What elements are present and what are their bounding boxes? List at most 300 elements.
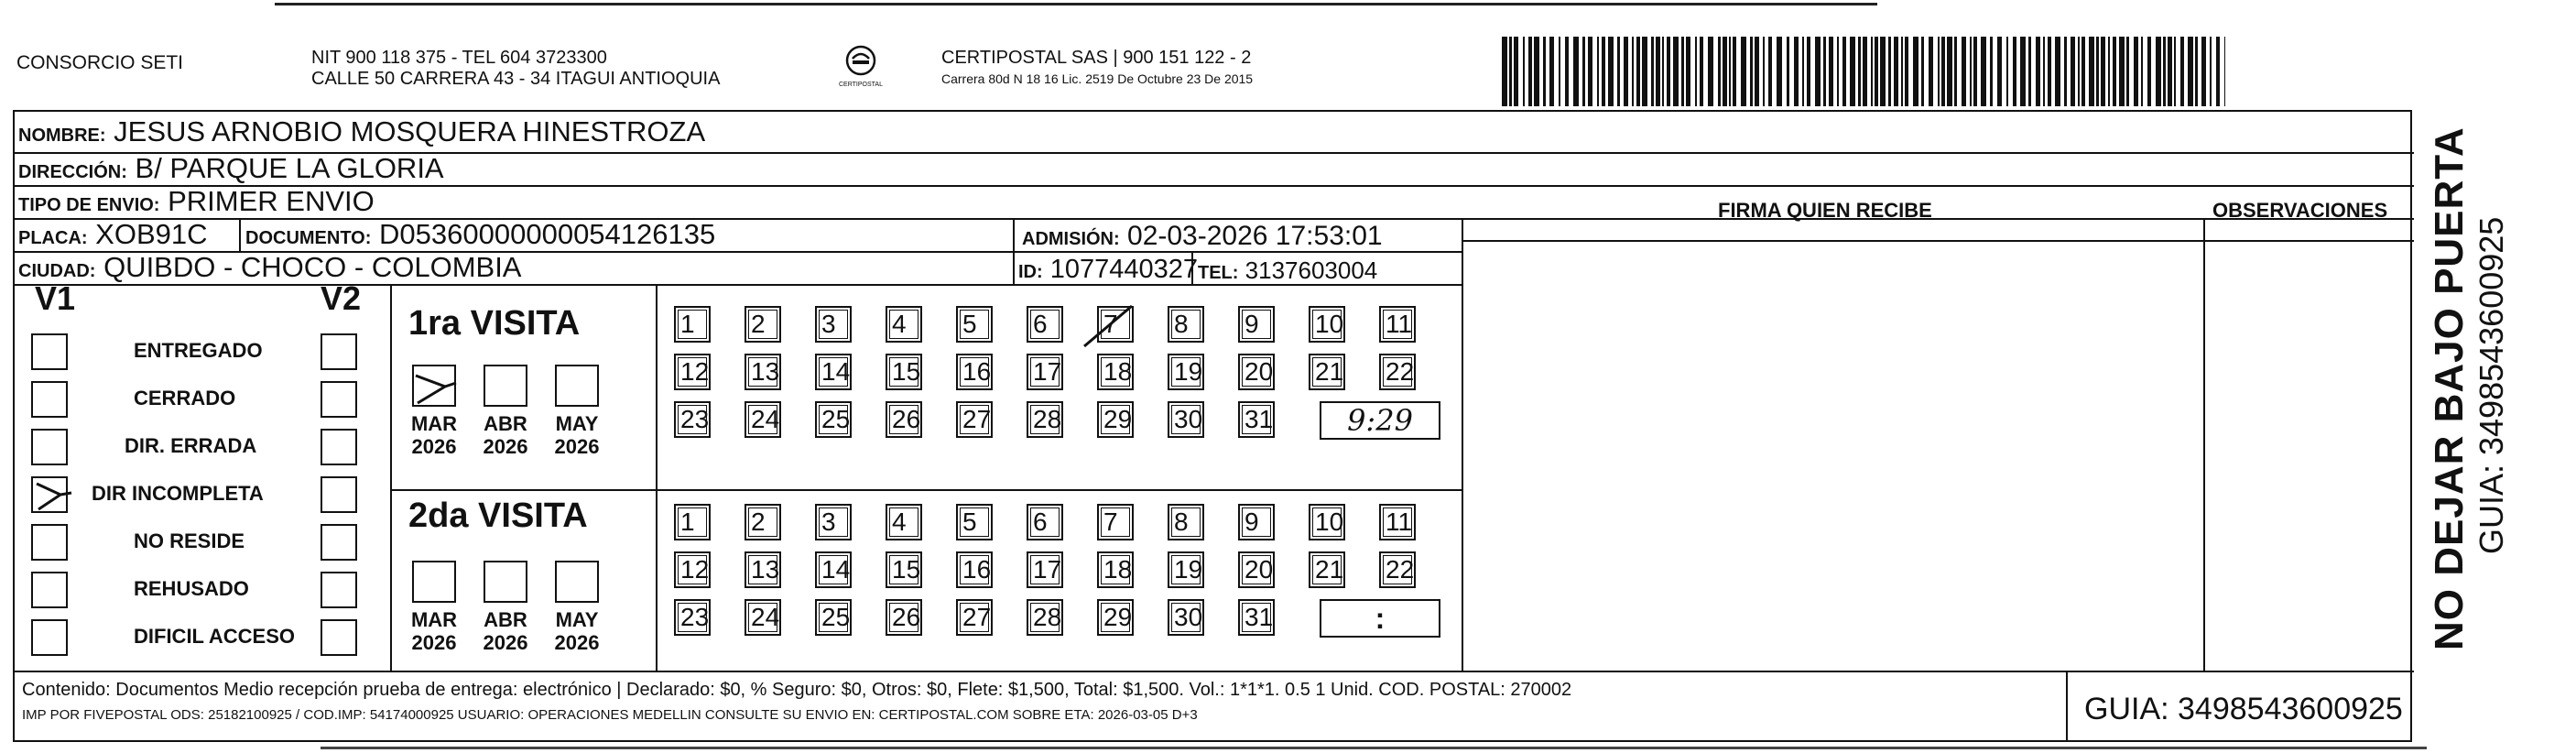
v2-checkbox[interactable] [321,476,357,513]
barcode-bar [2048,37,2051,106]
day-number: 21 [1315,555,1344,584]
day-box-inner [889,357,921,387]
barcode-bar [1708,37,1713,106]
barcode-bar [2126,37,2129,106]
day-box[interactable] [815,551,852,588]
day-number: 17 [1033,555,1062,584]
barcode-bar [1997,37,2002,106]
day-box-inner [889,603,921,632]
v1-checkbox[interactable] [31,619,68,656]
day-number: 30 [1174,603,1203,631]
barcode-bar [1686,37,1690,106]
barcode-bar [1973,37,1977,106]
day-box[interactable] [1027,401,1063,438]
barcode-bar [1588,37,1592,106]
barcode-bar [2108,37,2110,106]
day-box[interactable] [815,354,852,390]
day-box[interactable] [1027,306,1063,343]
day-box-inner [1030,357,1060,387]
day-number: 23 [680,405,710,433]
day-box-inner [1312,357,1342,387]
day-number: 4 [892,507,907,536]
day-number: 31 [1245,405,1274,433]
day-box[interactable] [1168,599,1204,636]
direccion-field [18,154,444,187]
barcode-bar [2013,37,2016,106]
day-box-inner [960,555,992,584]
visit2-title: 2da VISITA [408,497,588,535]
barcode-bar [1913,37,1918,106]
month-checkbox[interactable] [484,365,527,407]
day-box-inner [889,310,918,339]
day-box[interactable] [674,551,711,588]
month-name: ABR [484,608,527,631]
month-label [476,412,535,458]
day-box[interactable] [886,401,922,438]
barcode-bar [1543,37,1546,106]
day-box[interactable] [1097,401,1134,438]
documento-field [245,220,715,253]
day-number: 10 [1315,507,1344,536]
month-label [405,412,463,458]
barcode-bar [1768,37,1772,106]
day-box-inner [1171,603,1201,632]
month-checkbox[interactable] [555,561,599,603]
day-number: 20 [1245,555,1274,584]
logo-icon [844,44,877,77]
day-box[interactable] [1379,306,1416,343]
day-box[interactable] [1379,354,1416,390]
barcode-bar [2224,37,2225,106]
day-box-inner [1101,507,1130,537]
tel-label: TEL: [1198,263,1239,283]
option-label: REHUSADO [134,577,249,600]
barcode-bar [1733,37,1736,106]
placa-value: XOB91C [95,218,208,250]
company-name: CONSORCIO SETI [16,52,184,73]
visit1-title: 1ra VISITA [408,304,581,343]
month-label [405,608,463,654]
day-box[interactable] [1238,504,1275,540]
month-checkbox[interactable] [412,561,456,603]
day-number: 10 [1315,310,1344,338]
day-number: 15 [892,357,921,386]
barcode-bar [2210,37,2212,106]
barcode-bar [2163,37,2166,106]
day-box[interactable] [1238,401,1275,438]
day-number: 26 [892,405,921,433]
ciudad-label: CIUDAD: [18,261,96,281]
admision-value: 02-03-2026 17:53:01 [1127,221,1383,251]
month-label [548,608,606,654]
day-box-inner [960,603,992,632]
day-box-inner [1171,507,1201,537]
barcode-bar [1741,37,1746,106]
month-checkbox[interactable] [484,561,527,603]
day-box-inner [1101,555,1133,584]
nit-line: NIT 900 118 375 - TEL 604 3723300 [311,48,607,68]
day-number: 7 [1103,310,1118,338]
time-box[interactable] [1320,599,1440,638]
v1-checkbox[interactable] [31,381,68,418]
day-box-inner [889,405,921,434]
day-box[interactable] [1097,306,1134,343]
tel-value: 3137603004 [1245,256,1378,284]
day-box[interactable] [1027,551,1063,588]
barcode-bar [1815,37,1821,106]
day-box-inner [960,507,989,537]
barcode-bar [1523,37,1525,106]
month-year: 2026 [411,631,457,654]
day-box-inner [1242,357,1274,387]
barcode-bar [1642,37,1647,106]
option-label: DIR INCOMPLETA [92,482,264,505]
admision-field [1022,222,1383,254]
day-box[interactable] [886,354,922,390]
day-box[interactable] [886,551,922,588]
cert-line-1: CERTIPOSTAL SAS | 900 151 122 - 2 [941,48,1252,68]
day-number: 1 [680,310,695,338]
day-box-inner [1171,405,1201,434]
option-label: DIR. ERRADA [125,434,257,457]
tipo-envio-label: TIPO DE ENVIO: [18,195,160,215]
documento-value: D05360000000054126135 [379,218,716,250]
day-box[interactable] [674,401,711,438]
day-box[interactable] [956,401,993,438]
observations-area[interactable] [2205,242,2412,669]
day-box-inner [1030,555,1060,584]
barcode-bar [2119,37,2125,106]
barcode-bar [1901,37,1903,106]
barcode-bar [1875,37,1878,106]
barcode-bar [2168,37,2172,106]
month-year: 2026 [554,435,600,458]
barcode-bar [1651,37,1654,106]
day-box-inner [1242,555,1274,584]
time-box[interactable] [1320,401,1440,440]
day-box[interactable] [886,599,922,636]
day-box-inner [1242,603,1274,632]
barcode-bar [1962,37,1966,106]
day-box[interactable] [815,306,852,343]
side-guia: GUIA: 3498543600925 [2473,216,2510,554]
v2-checkbox[interactable] [321,429,357,465]
firma-header: FIRMA QUIEN RECIBE [1718,199,1932,222]
barcode-bar [2195,37,2198,106]
id-value: 1077440327 [1049,255,1199,284]
day-box[interactable] [1168,551,1204,588]
day-number: 13 [751,555,780,584]
day-number: 25 [821,405,851,433]
day-box[interactable] [674,354,711,390]
day-box-inner [889,555,921,584]
day-box[interactable] [1168,306,1204,343]
day-box-inner [1242,507,1271,537]
day-number: 5 [962,507,977,536]
barcode-bar [1509,37,1512,106]
day-number: 9 [1245,310,1259,338]
option-label: NO RESIDE [134,529,245,552]
rule [656,284,658,671]
print-info-line: IMP POR FIVEPOSTAL ODS: 25182100925 / COD.IMP: 54174000925 USUARIO: OPERACIONES MEDELLIN CONSULTE SU ENVIO EN: CERTIPOSTAL.COM SOBRE ETA: 2026-03-05 D+3 [22,707,1198,723]
day-box[interactable] [1238,551,1275,588]
day-box[interactable] [956,354,993,390]
id-field [1018,255,1198,287]
day-number: 5 [962,310,977,338]
placa-label: PLACA: [18,228,88,248]
barcode-bar [1905,37,1908,106]
direccion-label: DIRECCIÓN: [18,162,127,182]
day-box-inner [678,405,710,434]
day-number: 14 [821,555,851,584]
day-number: 12 [680,555,710,584]
day-number: 13 [751,357,780,386]
logo-caption: CERTIPOSTAL [839,82,883,88]
v2-checkbox[interactable] [321,524,357,561]
day-number: 29 [1103,603,1133,631]
month-name: MAR [410,608,458,631]
barcode-bar [1559,37,1560,106]
barcode-bar [2071,37,2075,106]
barcode-bar [1823,37,1826,106]
day-box[interactable] [1238,306,1275,343]
day-box-inner [819,555,851,584]
day-number: 26 [892,603,921,631]
v1-checkbox[interactable] [31,333,68,370]
day-box[interactable] [1168,504,1204,540]
day-number: 16 [962,555,992,584]
barcode-bar [1528,37,1532,106]
day-number: 21 [1315,357,1344,386]
day-box-inner [1171,555,1201,584]
day-number: 12 [680,357,710,386]
day-box[interactable] [1027,599,1063,636]
day-box[interactable] [745,551,781,588]
barcode-bar [2055,37,2060,106]
day-box[interactable] [886,504,922,540]
placa-field [18,220,208,253]
day-box[interactable] [1309,306,1345,343]
day-number: 24 [751,603,780,631]
cert-line-2: Carrera 80d N 18 16 Lic. 2519 De Octubre 23 De 2015 [941,71,1254,86]
month-year: 2026 [554,631,600,654]
barcode-bar [1938,37,1940,106]
day-box-inner [678,357,710,387]
tipo-envio-value: PRIMER ENVIO [168,185,375,217]
day-number: 1 [680,507,695,536]
barcode-bar [1750,37,1753,106]
day-box[interactable] [956,599,993,636]
day-box[interactable] [815,504,852,540]
month-checkbox[interactable] [555,365,599,407]
day-box[interactable] [745,504,781,540]
day-number: 18 [1103,357,1133,386]
day-box[interactable] [1097,599,1134,636]
id-label: ID: [1018,262,1043,282]
day-box[interactable] [886,306,922,343]
day-box[interactable] [1309,504,1345,540]
day-number: 24 [751,405,780,433]
barcode-bar [1632,37,1634,106]
day-box-inner [960,405,992,434]
direccion-value: B/ PARQUE LA GLORIA [135,152,444,184]
barcode-bar [1894,37,1898,106]
day-number: 18 [1103,555,1133,584]
day-number: 23 [680,603,710,631]
company-contact [311,48,720,90]
day-box-inner [889,507,918,537]
day-box-inner [819,357,851,387]
day-box[interactable] [1379,504,1416,540]
day-box[interactable] [1027,504,1063,540]
day-number: 17 [1033,357,1062,386]
barcode-bar [1829,37,1833,106]
documento-label: DOCUMENTO: [245,228,372,248]
day-number: 2 [751,310,766,338]
day-number: 11 [1386,507,1413,536]
month-checkbox[interactable] [412,365,456,407]
barcode-bar [2141,37,2143,106]
barcode-bar [2089,37,2094,106]
barcode-bar [1850,37,1855,106]
nombre-value: JESUS ARNOBIO MOSQUERA HINESTROZA [114,115,706,147]
barcode-bar [2096,37,2099,106]
v1-header: V1 [35,279,76,317]
tel-field [1198,256,1377,288]
day-box-inner [1030,310,1060,339]
v1-checkbox[interactable] [31,572,68,608]
day-box-inner [1030,405,1060,434]
barcode-bar [1981,37,1986,106]
day-box[interactable] [815,599,852,636]
day-number: 27 [962,405,992,433]
no-dejar-warning: NO DEJAR BAJO PUERTA [2427,126,2472,650]
barcode-bar [1763,37,1765,106]
day-box[interactable] [674,504,711,540]
barcode-bar [1582,37,1585,106]
barcode-bar [1921,37,1924,106]
day-box-inner [1030,507,1060,537]
check-mark-icon [414,366,478,409]
day-box[interactable] [1027,354,1063,390]
admision-label: ADMISIÓN: [1022,229,1120,249]
barcode-bar [1954,37,1957,106]
signature-area[interactable] [1463,242,2201,669]
day-box[interactable] [1168,354,1204,390]
day-box[interactable] [956,306,993,343]
barcode-bar [2216,37,2220,106]
day-box[interactable] [1097,354,1134,390]
option-label: CERRADO [134,387,236,409]
month-name: MAY [555,412,599,435]
v1-checkbox[interactable] [31,524,68,561]
option-label: ENTREGADO [134,339,263,362]
v2-checkbox[interactable] [321,381,357,418]
day-box[interactable] [1238,354,1275,390]
day-number: 22 [1386,357,1415,386]
rule [390,489,1462,491]
ciudad-value: QUIBDO - CHOCO - COLOMBIA [103,251,522,283]
day-box-inner [819,310,848,339]
barcode-bar [2036,37,2040,106]
day-box[interactable] [1097,504,1134,540]
barcode-bar [1624,37,1628,106]
barcode-bar [1681,37,1684,106]
day-box[interactable] [956,551,993,588]
day-box-inner [960,357,992,387]
day-box[interactable] [745,306,781,343]
month-name: MAR [410,412,458,435]
day-box[interactable] [1097,551,1134,588]
nombre-field [18,117,705,150]
day-number: 27 [962,603,992,631]
day-number: 8 [1174,507,1189,536]
barcode-bar [2078,37,2080,106]
contents-line: Contenido: Documentos Medio recepción prueba de entrega: electrónico | Declarado: $0, % Seguro: $0, Otros: $0, Flete: $1,500, Total: $1,500. Vol.: 1*1*1. 0.5 1 Unid. COD. POSTAL: 270002 [22,680,1572,700]
day-box[interactable] [674,306,711,343]
day-box[interactable] [1309,551,1345,588]
v1-checkbox[interactable] [31,476,68,513]
day-box-inner [748,310,777,339]
day-box[interactable] [815,401,852,438]
day-number: 3 [821,507,836,536]
day-number: 3 [821,310,836,338]
day-box[interactable] [1379,551,1416,588]
day-box[interactable] [1309,354,1345,390]
barcode-bar [1673,37,1679,106]
day-box[interactable] [674,599,711,636]
rule [15,671,2414,672]
day-box-inner [1101,405,1133,434]
option-label: DIFICIL ACCESO [134,625,296,648]
ciudad-field [18,253,521,286]
v2-checkbox[interactable] [321,572,357,608]
month-label [476,608,535,654]
v1-checkbox[interactable] [31,429,68,465]
day-box[interactable] [956,504,993,540]
top-rule [275,3,1877,5]
v2-checkbox[interactable] [321,619,357,656]
barcode-bar [1617,37,1620,106]
month-label [548,412,606,458]
v2-header: V2 [321,279,362,317]
barcode-bar [1858,37,1861,106]
nombre-label: NOMBRE: [18,126,106,146]
bottom-rule [321,747,2427,749]
barcode-bar [2188,37,2193,106]
barcode-bar [1662,37,1664,106]
rule [1013,218,1015,284]
day-box[interactable] [745,599,781,636]
time-handwritten: 9:29 [1347,403,1413,438]
day-number: 14 [821,357,851,386]
day-number: 6 [1033,507,1048,536]
day-box-inner [1383,507,1412,537]
barcode-bar [2180,37,2184,106]
day-box[interactable] [1238,599,1275,636]
day-number: 15 [892,555,921,584]
barcode-bar [2201,37,2206,106]
day-box[interactable] [745,401,781,438]
day-number: 19 [1174,555,1203,584]
day-box[interactable] [745,354,781,390]
day-box-inner [1383,357,1415,387]
check-mark-icon [33,478,84,515]
barcode-bar [2064,37,2067,106]
day-box[interactable] [1168,401,1204,438]
v2-checkbox[interactable] [321,333,357,370]
barcode-bar [1656,37,1660,106]
